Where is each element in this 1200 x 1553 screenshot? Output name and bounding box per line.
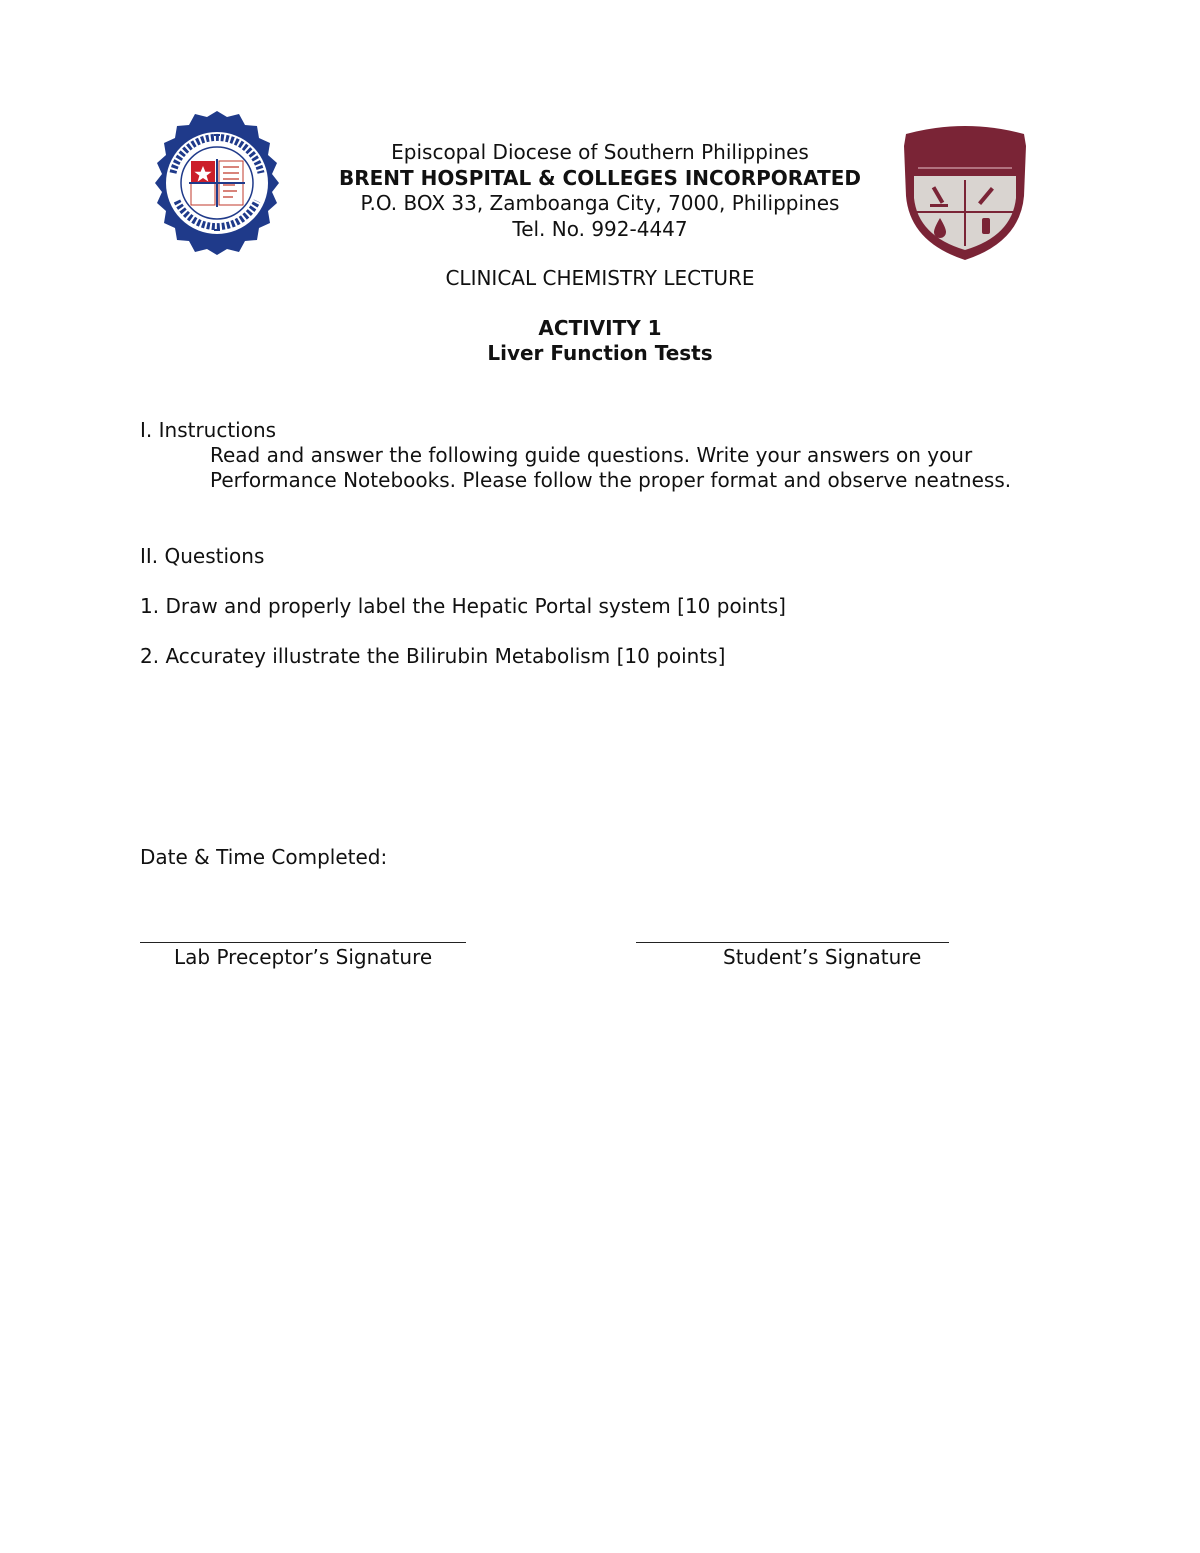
questions-heading: II. Questions [140, 544, 265, 568]
activity-label: ACTIVITY 1 [538, 316, 662, 340]
diocese-name: Episcopal Diocese of Southern Philippines [391, 140, 809, 164]
question-item: 2. Accuratey illustrate the Bilirubin Metabolism [10 points] [140, 644, 726, 668]
activity-topic: Liver Function Tests [487, 341, 713, 365]
question-item: 1. Draw and properly label the Hepatic Portal system [10 points] [140, 594, 786, 618]
instructions-heading: I. Instructions [140, 418, 277, 442]
activity-block [0, 316, 1200, 366]
medical-laboratory-science-shield-icon [900, 124, 1030, 262]
institution-name: BRENT HOSPITAL & COLLEGES INCORPORATED [338, 165, 861, 190]
preceptor-signature-label: Lab Preceptor’s Signature [174, 945, 433, 969]
course-title: CLINICAL CHEMISTRY LECTURE [445, 266, 755, 290]
student-signature-line[interactable] [636, 942, 949, 943]
institution-address: P.O. BOX 33, Zamboanga City, 7000, Philippines [360, 191, 840, 215]
institution-phone: Tel. No. 992-4447 [512, 216, 688, 241]
letterhead [300, 140, 900, 242]
brent-hospital-seal-icon [142, 108, 292, 258]
student-signature-label: Student’s Signature [723, 945, 922, 969]
date-time-completed-label: Date & Time Completed: [140, 845, 388, 869]
instructions-body: Read and answer the following guide questions. Write your answers on your Performance Notebooks. Please follow the proper format and observe neatness. [210, 443, 1012, 492]
preceptor-signature-line[interactable] [140, 942, 466, 943]
